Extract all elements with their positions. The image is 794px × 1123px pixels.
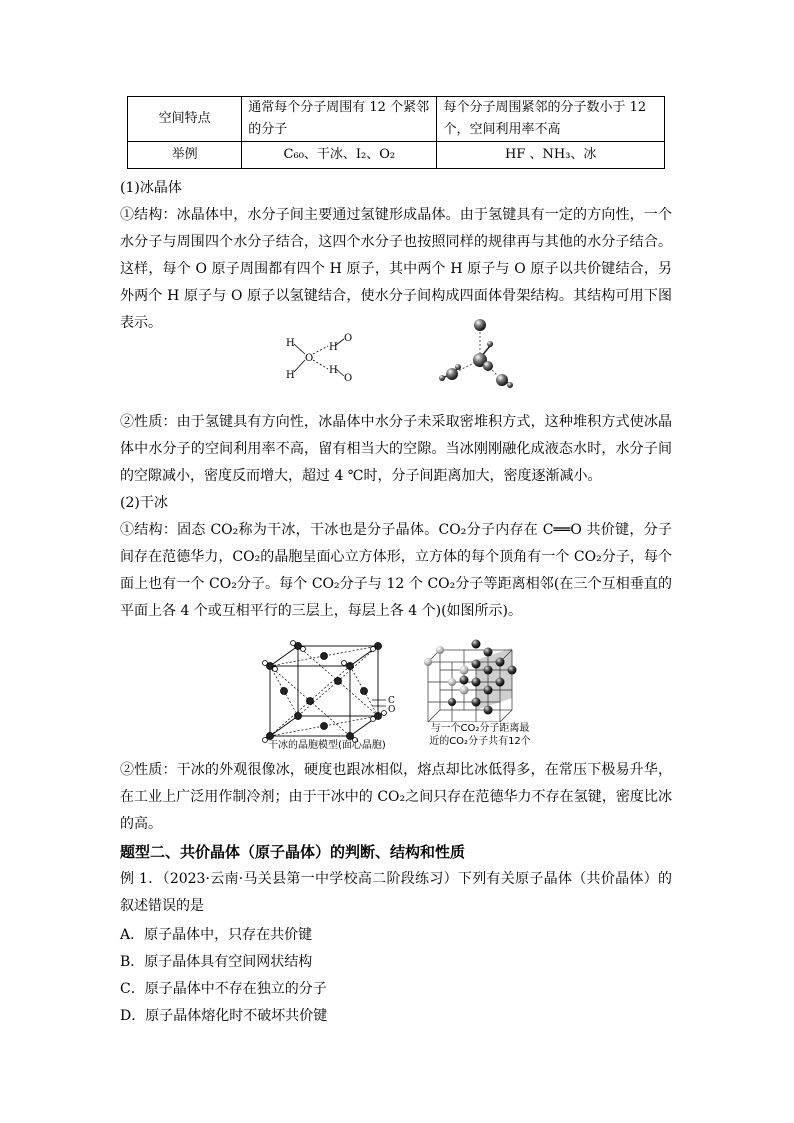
table-row [128, 142, 665, 169]
option-d: D．原子晶体熔化时不破坏共价键 [120, 1008, 328, 1024]
molecule-ball [448, 678, 456, 686]
atom-ball [446, 368, 458, 380]
oxygen-atom [371, 717, 376, 722]
co2-molecule [321, 653, 328, 660]
ice-structure-paragraph: ①结构：冰晶体中，水分子间主要通过氢键形成晶体。由于氢键具有一定的方向性，一个水分子与周围四个水分子结合，这四个水分子也按照同样的规律再与其他的水分子结合。这样，每个 O 原子周围都有四个 H 原子，其中两个 H 原子与 O 原子以共价键结合，另外两个 H 原子与 O 原子以氢键结合，使水分子间构成四面体骨架结构。其结构可用下图表示。 [120, 207, 672, 331]
co2-molecule [361, 688, 368, 695]
molecule-ball [472, 640, 481, 649]
molecule-ball [436, 646, 444, 654]
oxygen-atom [382, 711, 387, 716]
molecule-ball [460, 666, 469, 675]
molecule-ball [484, 686, 493, 695]
molecule-ball [460, 686, 469, 695]
oxygen-atom [263, 661, 268, 666]
table-row [128, 97, 665, 142]
molecule-ball [472, 660, 481, 669]
atom-ball [474, 319, 486, 331]
section-title: 题型二、共价晶体（原子晶体）的判断、结构和性质 [120, 843, 466, 861]
atom-ball [487, 341, 493, 347]
table-cell-label: 举例 [128, 142, 242, 169]
dry-ice-heading: (2)干冰 [120, 495, 168, 511]
example-question: 例 1．（2023·云南·马关县第一中学校高二阶段练习）下列有关原子晶体（共价晶体）的叙述错误的是 [120, 871, 672, 914]
ice-heading: (1)冰晶体 [120, 180, 182, 196]
option-a: A．原子晶体中，只存在共价键 [120, 927, 313, 943]
atom-label-h: H [329, 342, 338, 353]
atom-label-h: H [286, 338, 295, 349]
atom-label-h: H [329, 365, 338, 376]
atom-ball [483, 361, 493, 371]
molecule-ball [460, 676, 469, 685]
co2-molecule [335, 678, 342, 685]
molecule-ball [424, 658, 432, 666]
co2-molecule [281, 688, 288, 695]
table-cell: 每个分子周围紧邻的分子数小于 12 个，空间利用率不高 [437, 97, 665, 142]
oxygen-atom [301, 647, 306, 652]
caption-line: 与一个CO₂分子距离最 [430, 723, 530, 734]
co2-molecule [307, 698, 314, 705]
caption-line: 近的CO₂分子共有12个 [429, 736, 531, 747]
molecule-ball [496, 658, 505, 667]
oxygen-atom [273, 667, 278, 672]
label-c: C [388, 696, 395, 706]
table-cell: HF 、NH₃、冰 [437, 142, 665, 169]
molecule-ball [508, 666, 517, 675]
atom-ball [496, 374, 508, 386]
co2-molecule [321, 723, 328, 730]
oxygen-atom [342, 661, 347, 666]
hydrogen-bond-diagram [280, 328, 370, 388]
ice-properties-paragraph: ②性质：由于氢键具有方向性，冰晶体中水分子未采取密堆积方式，这种堆积方式使冰晶体中水分子的空间利用率不高，留有相当大的空隙。当冰刚刚融化成液态水时，水分子间的空隙减小，密度反而增大，超过 4 ℃时，分子间距离加大，密度逐渐减小。 [120, 414, 672, 484]
atom-label-h: H [286, 370, 295, 381]
oxygen-atom [371, 647, 376, 652]
table-cell: 通常每个分子周围有 12 个紧邻的分子 [242, 97, 437, 142]
option-b: B．原子晶体具有空间网状结构 [120, 954, 313, 970]
atom-ball [455, 364, 461, 370]
co2-neighbors-diagram [420, 630, 540, 722]
molecule-ball [472, 698, 481, 707]
oxygen-atom [263, 738, 268, 743]
co2-molecule [295, 713, 302, 720]
table-cell: C₆₀、干冰、I₂、O₂ [242, 142, 437, 169]
table-cell-label: 空间特点 [128, 97, 242, 142]
dry-ice-properties-paragraph: ②性质：干冰的外观很像冰，硬度也跟冰相似，熔点却比冰低得多，在常压下极易升华，在工业上广泛用作制冷剂；由于干冰中的 CO₂之间只存在范德华力不存在氢键，密度比冰的高。 [120, 762, 672, 832]
molecule-ball [496, 678, 505, 687]
option-c: C．原子晶体中不存在独立的分子 [120, 981, 327, 997]
atom-ball [439, 375, 445, 381]
molecule-ball [472, 678, 481, 687]
molecule-ball [484, 666, 493, 675]
label-o: O [388, 705, 396, 715]
co2-molecule [347, 663, 354, 670]
figure-caption-right [424, 722, 536, 748]
molecule-ball [484, 706, 493, 715]
atom-label-o: O [344, 373, 353, 384]
atom-ball [507, 382, 513, 388]
atom-label-o: O [305, 353, 314, 364]
dry-ice-structure-paragraph: ①结构：固态 CO₂称为干冰，干冰也是分子晶体。CO₂分子内存在 C══O 共价键，分子间存在范德华力，CO₂的晶胞呈面心立方体形，立方体的每个顶角有一个 CO₂分子，每个面上也有一个 CO₂分子。每个 CO₂分子与 12 个 CO₂分子等距离相邻(在三个互相垂直的平面上各 4 个或互相平行的三层上，每层上各 4 个)(如图所示)。 [120, 522, 672, 619]
comparison-table [127, 96, 665, 169]
figure-caption-left: 干冰的晶胞模型(面心晶胞) [268, 740, 386, 751]
molecule-ball [484, 648, 493, 657]
dry-ice-unit-cell-diagram [258, 636, 408, 752]
water-ball-model [430, 316, 530, 388]
atom-label-o: O [344, 333, 353, 344]
oxygen-atom [291, 641, 296, 646]
molecule-ball [448, 698, 456, 706]
